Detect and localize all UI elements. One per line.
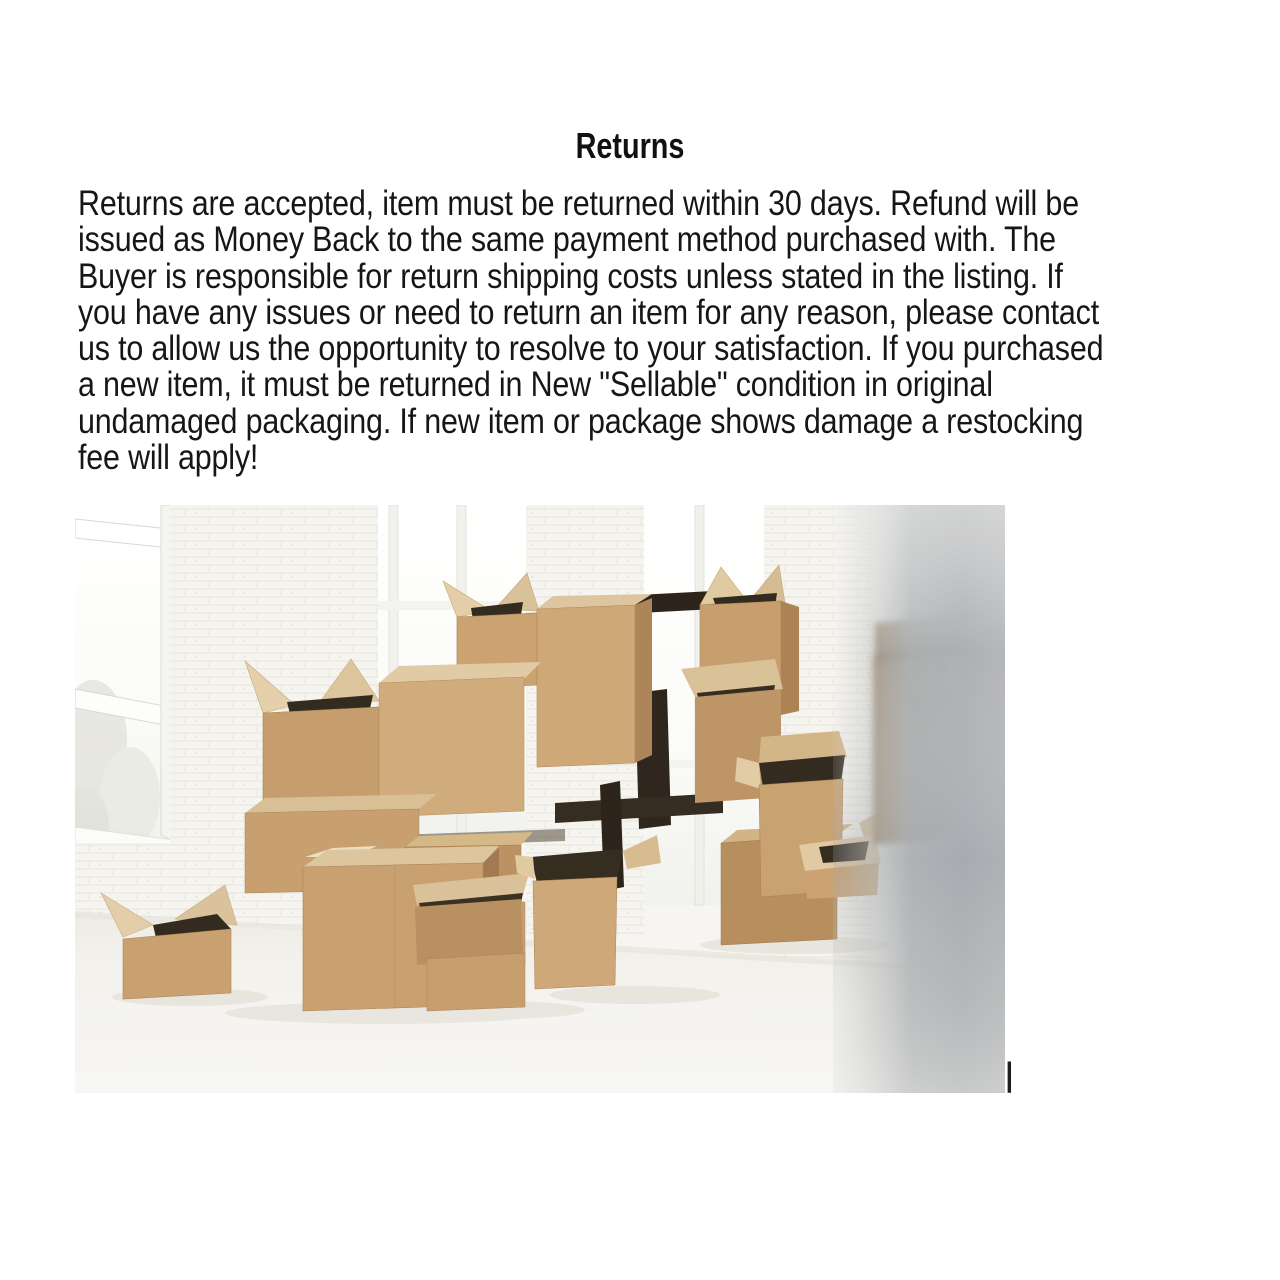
policy-line: us to allow us the opportunity to resolve to your satisfaction. If you purchased <box>78 329 1104 369</box>
moving-boxes-photo <box>75 505 1019 1093</box>
policy-line: issued as Money Back to the same payment method purchased with. The <box>78 220 1056 260</box>
policy-line: fee will apply! <box>78 438 259 478</box>
photo-warm-overlay <box>75 505 1019 1093</box>
policy-line: undamaged packaging. If new item or package shows damage a restocking <box>78 401 1084 441</box>
policy-line: a new item, it must be returned in New "Sellable" condition in original <box>78 365 993 405</box>
policy-line: you have any issues or need to return an item for any reason, please contact <box>78 292 1099 332</box>
return-policy-paragraph <box>78 186 1174 476</box>
moving-boxes-illustration <box>75 505 1019 1093</box>
page-title: Returns <box>575 125 685 167</box>
policy-line: Buyer is responsible for return shipping costs unless stated in the listing. If <box>78 256 1063 296</box>
text-cursor-artifact: | <box>1000 1057 1019 1093</box>
page-title-row <box>75 102 1185 190</box>
policy-line: Returns are accepted, item must be returned within 30 days. Refund will be <box>78 184 1079 223</box>
